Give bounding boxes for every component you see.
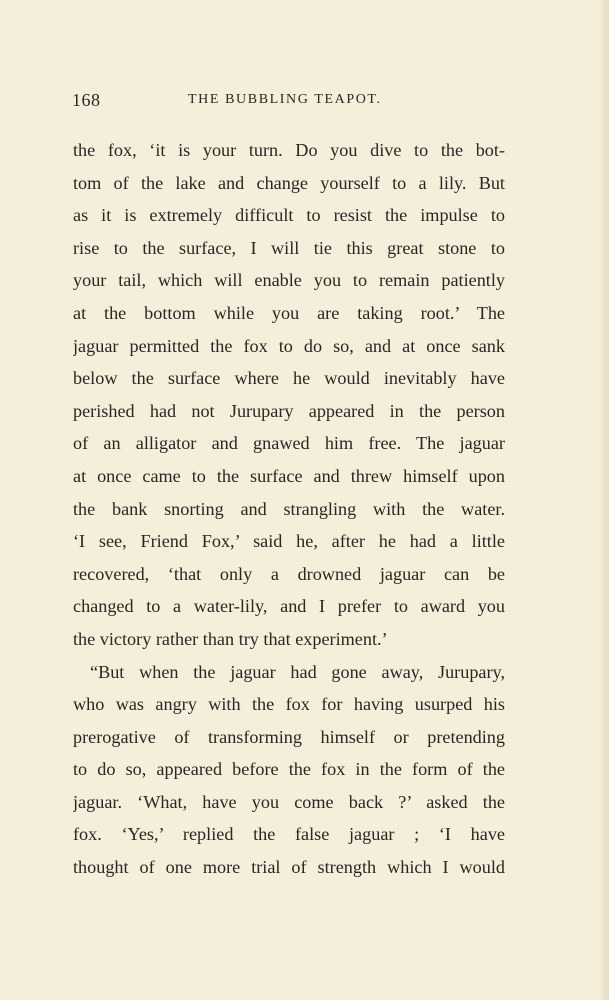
running-title: THE BUBBLING TEAPOT. — [188, 92, 382, 107]
text-line: prerogative of transforming himself or pretending — [73, 726, 505, 747]
text-line: at once came to the surface and threw himself upon — [73, 465, 505, 486]
text-line: at the bottom while you are taking root.’ The — [73, 302, 505, 323]
page-number: 168 — [72, 90, 101, 110]
text-line: recovered, ‘that only a drowned jaguar can be — [73, 563, 505, 584]
page-edge — [601, 0, 609, 1000]
text-line: thought of one more trial of strength which I would — [73, 857, 505, 878]
text-line: rise to the surface, I will tie this great stone to — [73, 237, 505, 258]
text-line: who was angry with the fox for having usurped his — [73, 694, 505, 715]
text-line: as it is extremely difficult to resist the impulse to — [73, 205, 505, 226]
text-line: jaguar permitted the fox to do so, and at once sank — [73, 335, 505, 356]
paragraph-end-line: the victory rather than try that experiment.’ — [73, 628, 388, 649]
page-header — [72, 90, 504, 114]
text-line: of an alligator and gnawed him free. The jaguar — [73, 433, 505, 454]
body-text — [73, 134, 505, 884]
text-line: ‘I see, Friend Fox,’ said he, after he had a little — [73, 531, 505, 552]
text-line: the fox, ‘it is your turn. Do you dive to the bot- — [73, 140, 505, 160]
text-line: jaguar. ‘What, have you come back ?’ asked the — [73, 791, 505, 812]
text-line: the bank snorting and strangling with the water. — [73, 498, 505, 519]
text-line: below the surface where he would inevitably have — [73, 368, 505, 389]
text-line: to do so, appeared before the fox in the form of the — [73, 759, 505, 780]
text-line: tom of the lake and change yourself to a lily. But — [73, 172, 505, 193]
text-line: changed to a water-lily, and I prefer to award you — [73, 596, 505, 617]
paragraph-start-line: “But when the jaguar had gone away, Jurupary, — [90, 661, 505, 682]
text-line: perished had not Jurupary appeared in the person — [73, 400, 505, 421]
text-line: fox. ‘Yes,’ replied the false jaguar ; ‘I have — [73, 824, 505, 845]
text-line: your tail, which will enable you to remain patiently — [73, 270, 505, 291]
